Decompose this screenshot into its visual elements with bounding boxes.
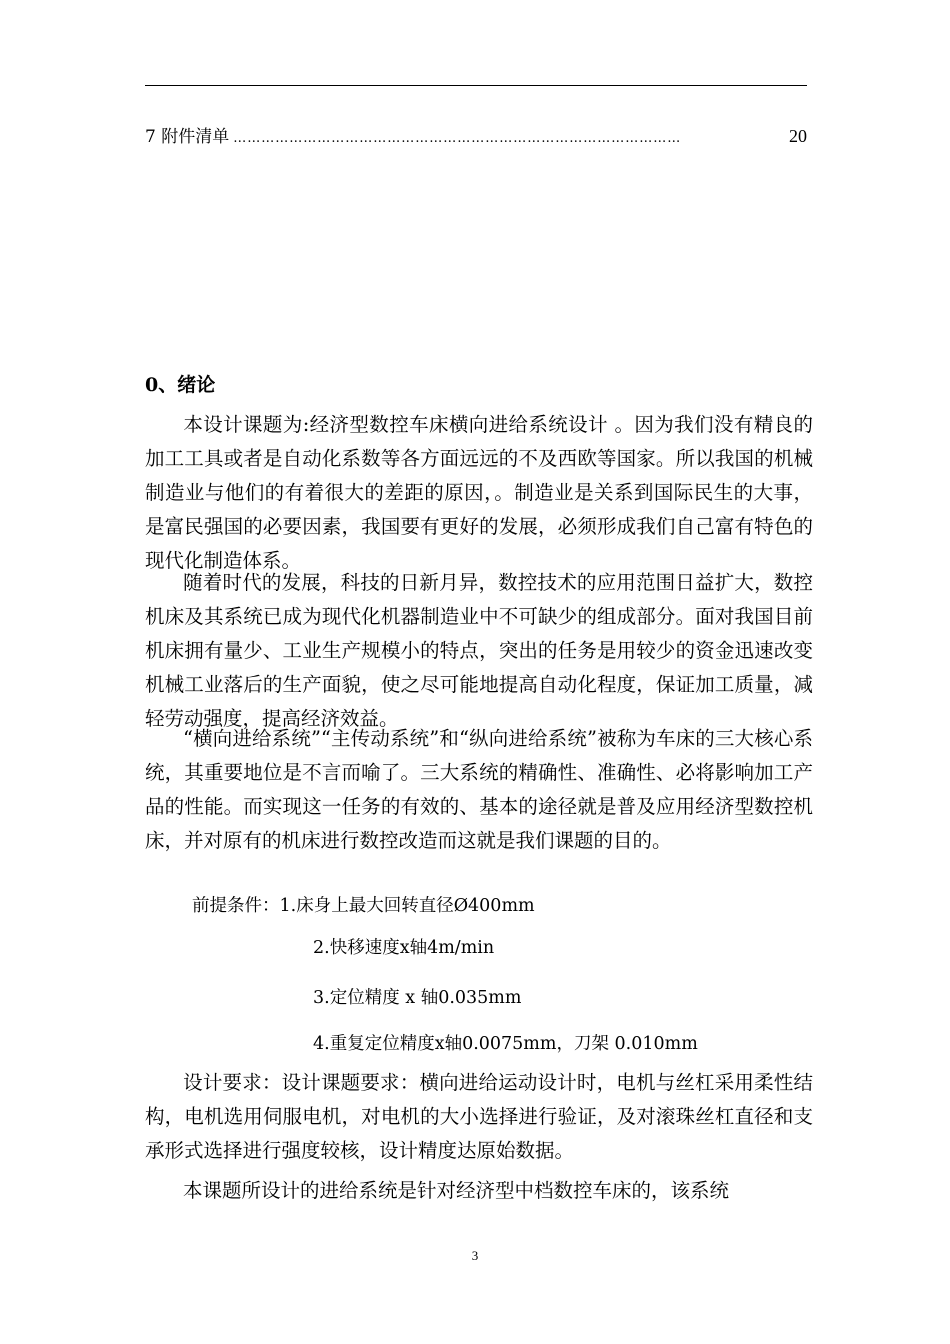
condition-1: 前提条件：1.床身上最大回转直径Ø400mm (192, 896, 535, 916)
header-rule (145, 85, 807, 86)
requirements-paragraph: 设计要求：设计课题要求：横向进给运动设计时，电机与丝杠采用柔性结构，电机选用伺服电机，对电机的大小选择进行验证，及对滚珠丝杠直径和支承形式选择进行强度较核，设计精度达原始数据。 (145, 1071, 813, 1162)
condition-3: 3.定位精度 x 轴0.035mm (313, 988, 522, 1008)
section-heading: 0、绪论 (145, 374, 216, 396)
toc-entry-label: 7 附件清单 (145, 127, 230, 147)
intro-paragraph-3: “横向进给系统”“主传动系统”和“纵向进给系统”被称为车床的三大核心系统，其重要地位是不言而喻了。三大系统的精确性、准确性、必将影响加工产品的性能。而实现这一任务的有效的、基本的途径就是普及应用经济型数控机床，并对原有的机床进行数控改造而这就是我们课题的目的。 (145, 727, 813, 852)
toc-entry[interactable] (145, 122, 807, 148)
page-number: 3 (471, 1248, 479, 1263)
condition-2: 2.快移速度x轴4m/min (313, 938, 495, 958)
condition-4: 4.重复定位精度x轴0.0075mm，刀架 0.010mm (313, 1034, 698, 1054)
intro-paragraph-2: 随着时代的发展，科技的日新月异，数控技术的应用范围日益扩大，数控机床及其系统已成为现代化机器制造业中不可缺少的组成部分。面对我国目前机床拥有量少、工业生产规模小的特点，突出的任务是用较少的资金迅速改变机械工业落后的生产面貌，使之尽可能地提高自动化程度，保证加工质量，减轻劳动强度，提高经济效益。 (145, 571, 813, 730)
intro-paragraph-1: 本设计课题为:经济型数控车床横向进给系统设计 。因为我们没有精良的加工工具或者是自动化系数等各方面远远的不及西欧等国家。所以我国的机械制造业与他们的有着很大的差距的原因，。制造业是关系到国际民生的大事，是富民强国的必要因素，我国要有更好的发展，必须形成我们自己富有特色的现代化制造体系。 (145, 413, 813, 572)
toc-leader-dots: …………………………………………………………………………………… (233, 131, 682, 146)
toc-entry-page: 20 (789, 126, 807, 146)
closing-paragraph: 本课题所设计的进给系统是针对经济型中档数控车床的，该系统 (183, 1179, 730, 1202)
